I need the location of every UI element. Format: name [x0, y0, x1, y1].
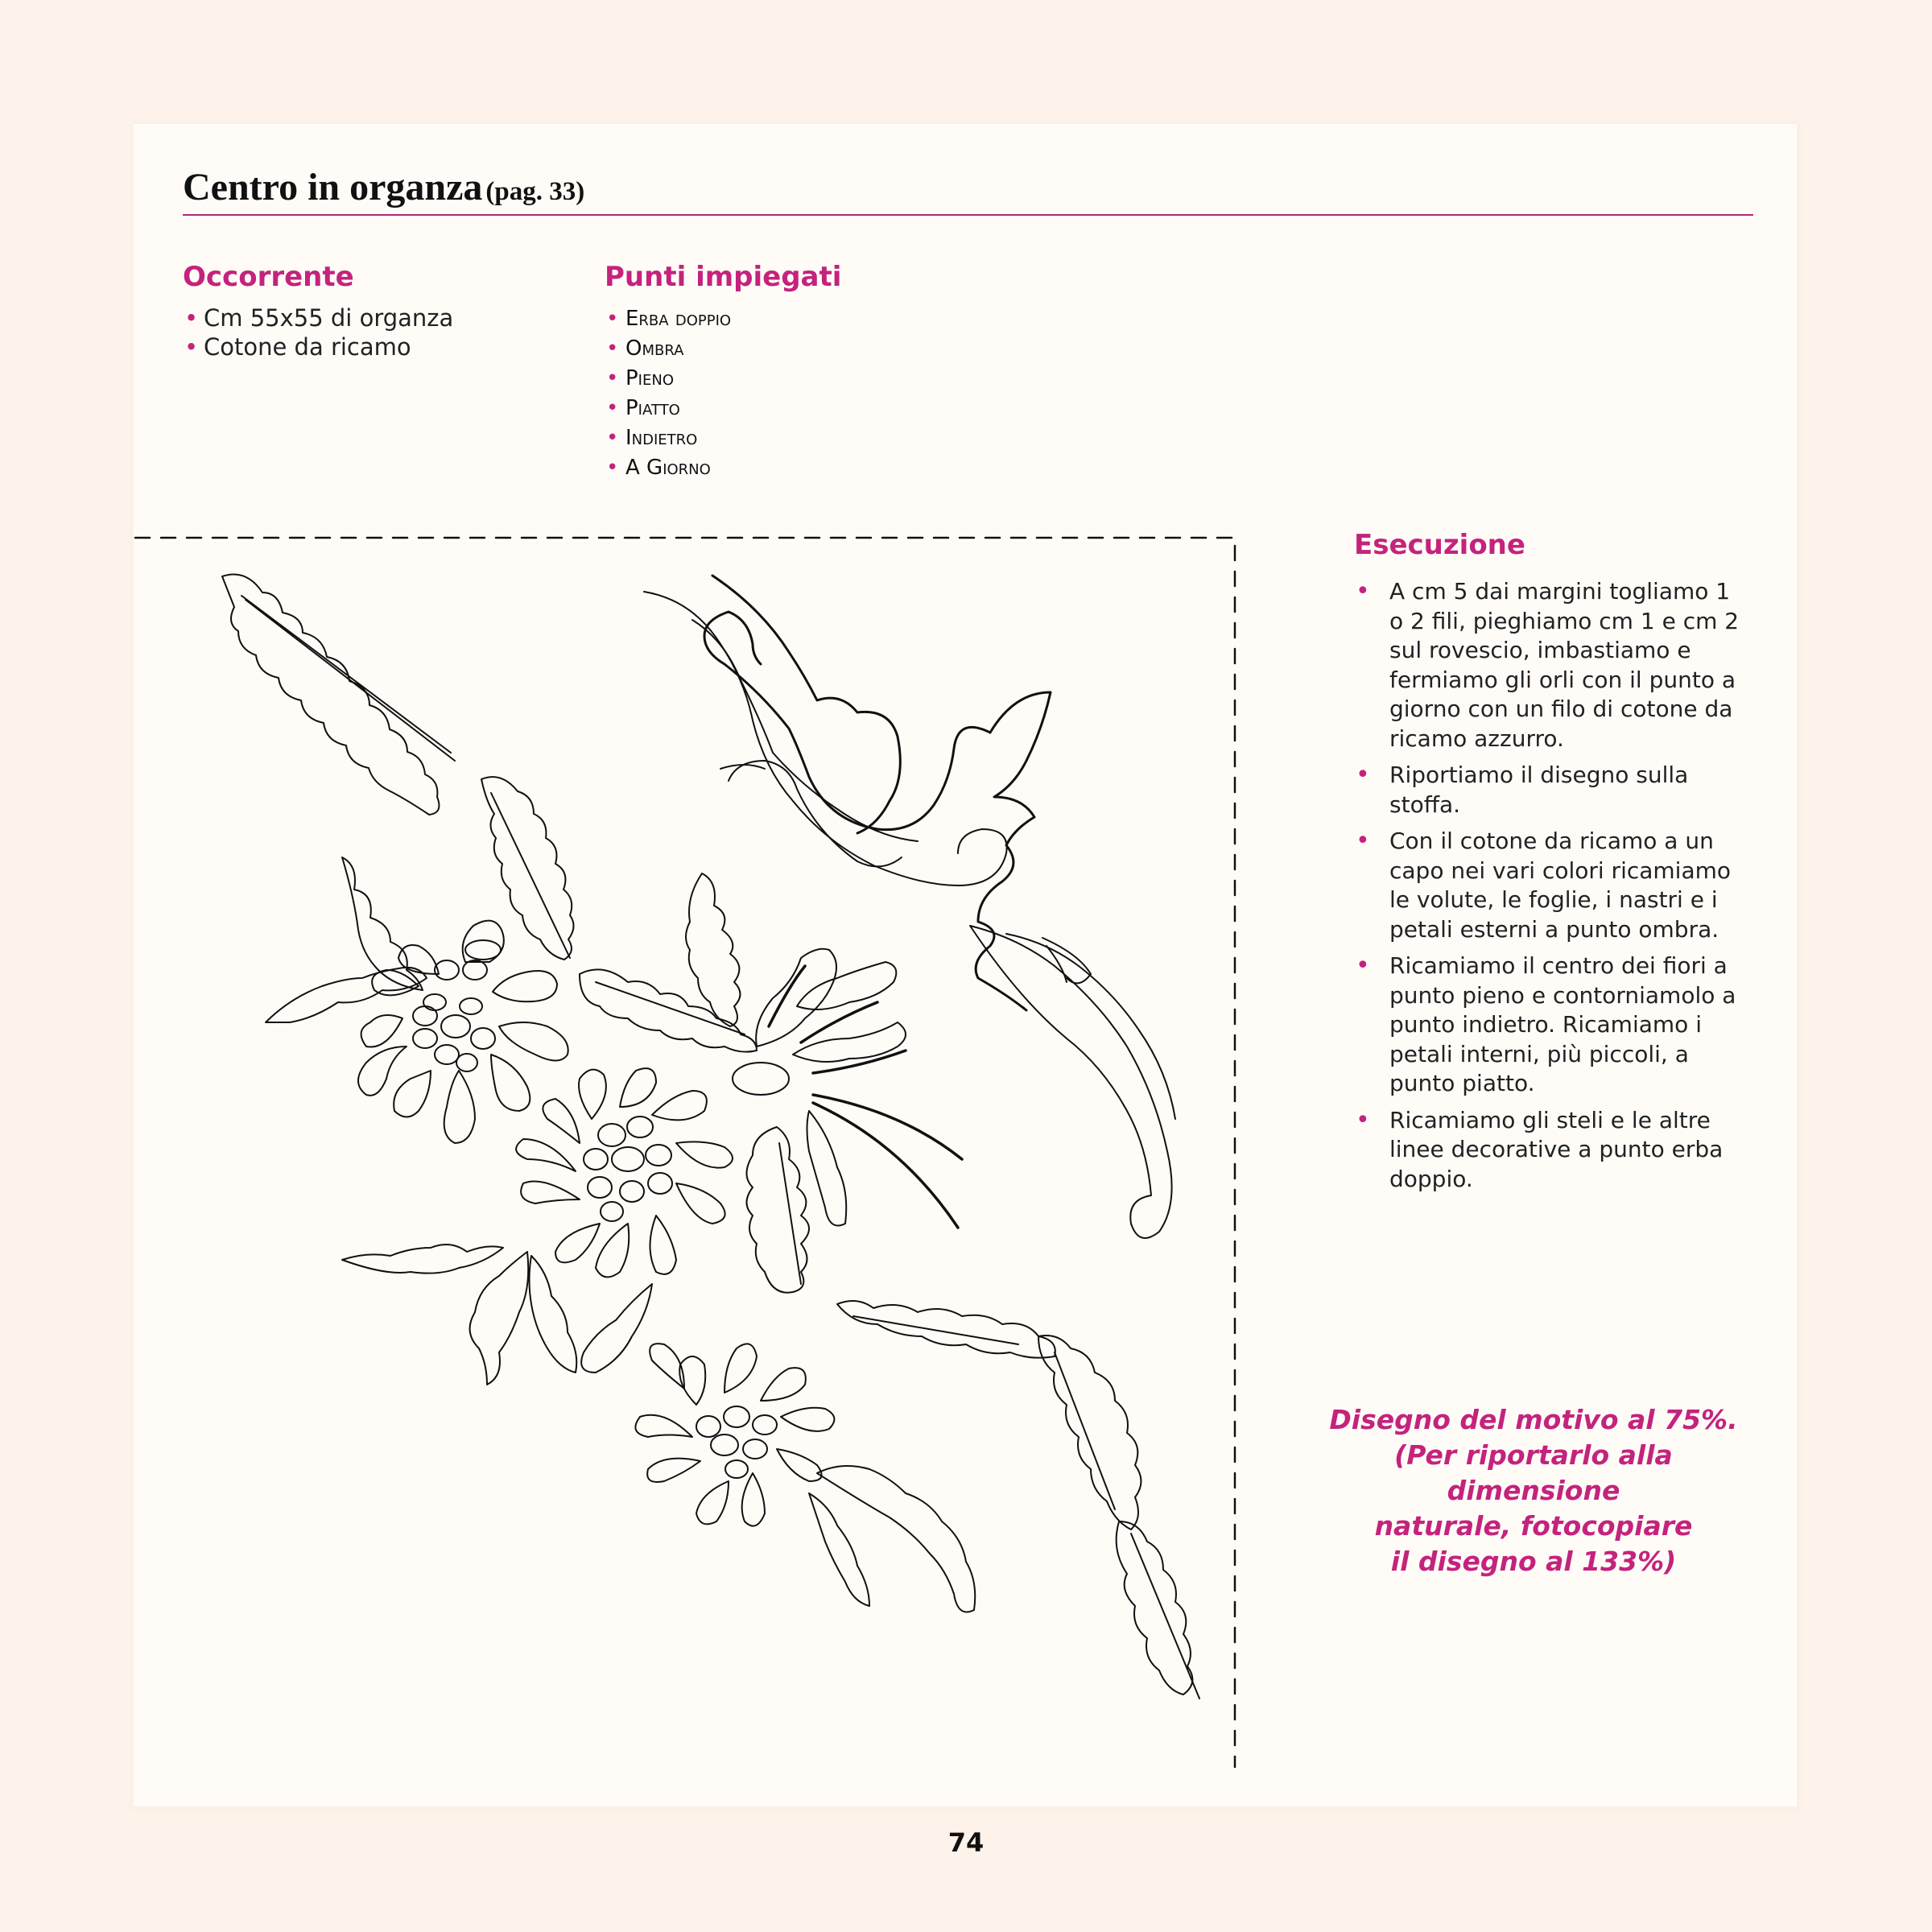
ribbon-outline	[712, 576, 900, 833]
title-page-ref: (pag. 33)	[485, 177, 585, 206]
flower-1	[358, 921, 568, 1143]
flower-3	[635, 1344, 834, 1525]
leaf-vein	[853, 1316, 1018, 1344]
leaf-outline	[530, 1256, 577, 1373]
bud	[733, 1063, 789, 1095]
list-item: • Indietro	[605, 423, 927, 453]
list-item: • Riportiamo il disegno sulla stoffa.	[1354, 761, 1740, 819]
leaf-outline	[817, 1466, 975, 1612]
leaf-outline	[470, 1252, 529, 1385]
stem	[813, 1103, 958, 1228]
list-item: • Con il cotone da ricamo a un capo nei vari colori ricamiamo le volute, le foglie, i nastri e i petali esterni a punto ombra.	[1354, 827, 1740, 944]
leaf-vein	[242, 596, 451, 753]
leaf-vein	[779, 1143, 801, 1284]
ribbon-outline	[976, 692, 1051, 1010]
leaf-outline	[581, 1284, 652, 1373]
leaf-outline	[222, 575, 439, 815]
esecuzione-heading: Esecuzione	[1354, 529, 1525, 561]
leaf-outline	[747, 1127, 810, 1293]
occorrente-heading: Occorrente	[183, 261, 354, 293]
list-item: • A cm 5 dai margini togliamo 1 o 2 fili, pieghiamo cm 1 e cm 2 sul rovescio, imbastiamo e fermiamo gli orli con il punto a giorno con un filo di cotone da ricamo azzurro.	[1354, 577, 1740, 753]
list-item: • Pieno	[605, 364, 927, 394]
volute	[720, 765, 765, 769]
note-line: (Per riportarlo alla dimensione	[1394, 1439, 1673, 1506]
volute	[644, 592, 1007, 886]
punti-heading: Punti impiegati	[605, 261, 842, 293]
list-item: • Cm 55x55 di organza	[183, 303, 569, 332]
list-item: • Ombra	[605, 334, 927, 364]
leaf-vein	[801, 1002, 877, 1042]
volute	[692, 620, 918, 841]
leaf-outline	[686, 873, 741, 1026]
list-item: • Ricamiamo il centro dei fiori a punto pieno e contorniamolo a punto indietro. Ricamiamo i petali interni, più piccoli, a punto piatto.	[1354, 952, 1740, 1099]
leaf-outline	[266, 968, 427, 1022]
list-item: • A Giorno	[605, 453, 927, 483]
leaf-vein	[1055, 1352, 1115, 1509]
page-number: 74	[947, 1827, 985, 1858]
leaf-outline	[797, 962, 896, 1009]
leaf-outline	[807, 1111, 847, 1226]
leaf-outline	[1117, 1521, 1193, 1695]
list-item: • Piatto	[605, 394, 927, 423]
title-text: Centro in organza	[183, 166, 483, 208]
leaf-outline	[580, 969, 757, 1051]
note-line: naturale, fotocopiare	[1374, 1510, 1693, 1542]
leaf-vein	[246, 600, 455, 761]
leaf-outline	[809, 1493, 869, 1606]
volute	[1006, 934, 1175, 1119]
list-item: • Ricamiamo gli steli e le altre linee decorative a punto erba doppio.	[1354, 1106, 1740, 1195]
leaf-outline	[342, 1245, 503, 1274]
note-line: Disegno del motivo al 75%.	[1329, 1404, 1738, 1435]
ribbon-outline	[704, 612, 990, 830]
volute	[729, 761, 902, 866]
flower-2	[516, 1068, 733, 1277]
leaf-vein	[596, 982, 745, 1034]
leaf-outline	[1038, 1335, 1141, 1530]
leaf-outline	[837, 1301, 1055, 1358]
note-line: il disegno al 133%)	[1390, 1546, 1677, 1577]
list-item: • Erba doppio	[605, 304, 927, 334]
list-item: • Cotone da ricamo	[183, 332, 569, 361]
leaf-outline	[756, 949, 836, 1046]
leaf-vein	[1131, 1534, 1199, 1699]
volute	[970, 926, 1172, 1238]
